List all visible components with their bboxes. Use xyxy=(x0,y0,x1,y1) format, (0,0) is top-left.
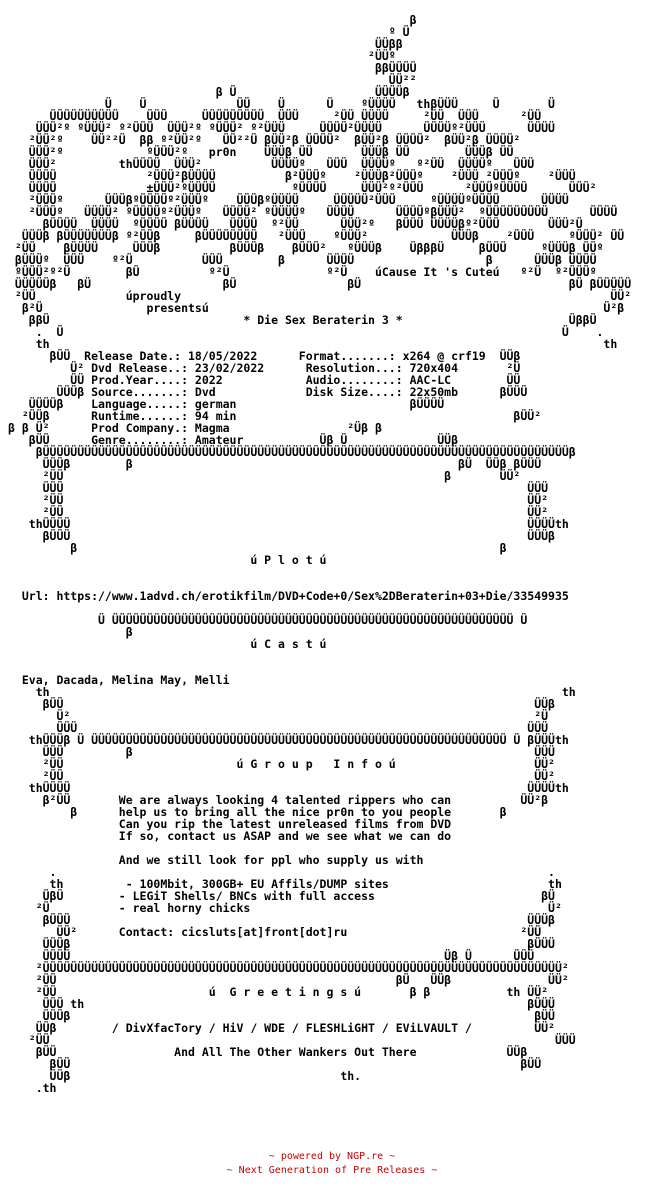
nfo-ascii-art: β º Ü ÜÜββ ²ÜÜº ββÜÜÜÜ ÜÜ²² β Ü ÜÜÜÜβ Ü Ü ÜÜ Ü Ü ºÜÜÜÜ thβÜÜÜ Ü Ü ÜÜÜÜÜÜÜÜÜÜ ÜÜÜ ÜÜÜÜÜÜÜÜÜ ÜÜÜ ²ÜÜ ÜÜÜÜ ²ÜÜ ÜÜÜ ²ÜÜ ÜÜÜ²º ºÜÜÜ² º²ÜÜÜ ÜÜÜ²º ºÜÜÜ² º²ÜÜÜ ÜÜÜÜ²ÜÜÜÜ ÜÜÜÜº²ÜÜÜ ÜÜÜÜ ²ÜÜ²º ÜÜ²²Ü ββ º²ÜÜ²º ÜÜ²²Ü βÜÜ²β ÜÜÜÜ² βÜÜ²β ÜÜÜÜ² βÜÜ²β ÜÜÜÜ² ÜÜÜ²º ºÜÜÜ²º pr0n ÜÜÜβ ÜÜ ÜÜÜβ ÜÜ ÜÜÜβ ÜÜ ÜÜÜ² thÜÜÜÜ ÜÜÜ² ÜÜÜÜº ÜÜÜ ÜÜÜÜº º²ÜÜ ÜÜÜÜº ÜÜÜ ÜÜÜÜ ²ÜÜÜ²βÜÜÜÜ β²ÜÜÜº ²ÜÜÜβ²ÜÜÜº ²ÜÜÜ ²ÜÜÜº ²ÜÜÜ ÜÜÜÜ ±ÜÜÜ²ºÜÜÜÜ ºÜÜÜÜ ÜÜÜ²º²ÜÜÜ ²ÜÜÜºÜÜÜÜ ÜÜÜ² ²ÜÜÜº ÜÜÜβºÜÜÜÜº²ÜÜÜº ÜÜÜβºÜÜÜÜ ÜÜÜÜÜ²ÜÜÜ ºÜÜÜÜºÜÜÜÜ ÜÜÜÜ ²ÜÜÜº ÜÜÜÜ² ºÜÜÜÜº²ÜÜÜº ÜÜÜÜ² ºÜÜÜÜº ÜÜÜÜ ÜÜÜÜºβÜÜÜ² ºÜÜÜÜÜÜÜÜÜ ÜÜÜÜ βÜÜÜÜ ÜÜÜÜ ºÜÜÜÜ βÜÜÜÜ ÜÜÜÜ º²ÜÜ ÜÜÜ²º βÜÜÜ ÜÜÜÜβº²ÜÜÜ ÜÜÜ²Ü ÜÜÜβ βÜÜÜÜÜÜÜβ º²ÜÜβ βÜÜÜÜÜÜÜÜ ²ÜÜÜ ºÜÜÜ² ÜÜÜβ ²ÜÜÜ ºÜÜÜ² ÜÜ ²ÜÜ βÜÜÜÜ ÜÜÜβ βÜÜÜβ βÜÜÜ² ºÜÜÜβ ÜβββÜ βÜÜÜ ºÜÜÜβ ÜÜº βÜÜÜº ÜÜÜ º²Ü ÜÜÜ β ÜÜÜÜ β ÜÜÜβ ÜÜÜÜ ºÜÜÜ²º²Ü βÜ º²Ü º²Ü úCause It 's Cuteú º²Ü º²ÜÜÜº ÜÜÜÜÜβ βÜ βÜ βÜ βÜ βÜÜÜÜÜ ²ÜÜ úproudly ÜÜ² β²Ü presentsú Ü²β ββÜ * Die Sex Beraterin 3 * ÜββÜ . Ü Ü . th th βÜÜ Release Date.: 18/05/2022 Format.......: x264 @ crf19 ÜÜβ Ü² Dvd Release..: 23/02/2022 Resolution...: 720x404 ²Ü ÜÜ Prod.Year....: 2022 Audio........: AAC-LC ÜÜ ÜÜÜβ Source.......: Dvd Disk Size....: 22x50mb βÜÜÜ ÜÜÜÜβ Language.....: german βÜÜÜÜ ²ÜÜβ Runtime......: 94 min βÜÜ² β β Ü² Prod Company.: Magma ²Üβ β βÜÜ Genre........: Amateur Üβ Ü ÜÜβ βÜÜÜÜÜÜÜÜÜÜÜÜÜÜÜÜÜÜÜÜÜÜÜÜÜÜÜÜÜÜÜÜÜÜÜÜÜÜÜÜÜÜÜÜÜÜÜÜÜÜÜÜÜÜÜÜÜÜÜÜÜÜÜÜÜÜÜÜÜÜÜÜÜÜÜÜβ ÜÜÜβ β βÜ ÜÜβ βÜÜÜ ²ÜÜ β ÜÜ² ÜÜÜ ÜÜÜ ²ÜÜ ÜÜ² ²ÜÜ ÜÜ² thÜÜÜÜ ÜÜÜÜth βÜÜÜ ÜÜÜβ β β ú P l o t ú Url: https://www.1advd.ch/erotikfilm/DVD+Code+0/Sex%2DBeraterin+03+Die/33549935 Ü ÜÜÜÜÜÜÜÜÜÜÜÜÜÜÜÜÜÜÜÜÜÜÜÜÜÜÜÜÜÜÜÜÜÜÜÜÜÜÜÜÜÜÜÜÜÜÜÜÜÜÜÜÜÜÜÜÜÜ Ü β ú C a s t ú Eva, Dacada, Melina May, Melli th th βÜÜ ÜÜβ Ü² ²Ü ÜÜÜ ÜÜÜ thÜÜÜβ Ü ÜÜÜÜÜÜÜÜÜÜÜÜÜÜÜÜÜÜÜÜÜÜÜÜÜÜÜÜÜÜÜÜÜÜÜÜÜÜÜÜÜÜÜÜÜÜÜÜÜÜÜÜÜÜÜÜÜÜÜÜ Ü βÜÜÜth ÜÜÜ β ÜÜÜ ²ÜÜ ú G r o u p I n f o ú ÜÜ² ²ÜÜ ÜÜ² thÜÜÜÜ ÜÜÜÜth β²ÜÜ We are always looking 4 talented rippers who can ÜÜ²β β help us to bring all the nice pr0n to you people β Can you rip the latest unreleased films from DVD If so, contact us ASAP and we see what we can do And we still look for ppl who supply us with . . th - 100Mbit, 300GB+ EU Affils/DUMP sites th ÜβÜ - LEGiT Shells/ BNCs with full access βÜ ²Ü - real horny chicks Ü² βÜÜÜ ÜÜÜβ ÜÜ² Contact: cicsluts[at]front[dot]ru ²ÜÜ ÜÜÜβ βÜÜÜ ÜÜÜÜ Üβ Ü ÜÜÜ ²ÜÜÜÜÜÜÜÜÜÜÜÜÜÜÜÜÜÜÜÜÜÜÜÜÜÜÜÜÜÜÜÜÜÜÜÜÜÜÜÜÜÜÜÜÜÜÜÜÜÜÜÜÜÜÜÜÜÜÜÜÜÜÜÜÜÜÜÜÜÜÜÜÜÜÜ² ²ÜÜ βÜ ÜÜβ ÜÜ² ²ÜÜ ú G r e e t i n g s ú β β th ÜÜ² ÜÜÜ th βÜÜÜ ÜÜÜβ βÜÜ ÜÜβ / DivXfacTory / HiV / WDE / FLESHLiGHT / EViLVAULT / ÜÜ² ²ÜÜ ÜÜÜ βÜÜ And All The Other Wankers Out There ÜÜβ βÜÜ βÜÜ ÜÜβ th. .th xyxy=(8,14,632,1094)
footer-powered-by: ~ powered by NGP.re ~ xyxy=(268,1151,396,1162)
footer-tagline: ~ Next Generation of Pre Releases ~ xyxy=(226,1165,438,1176)
